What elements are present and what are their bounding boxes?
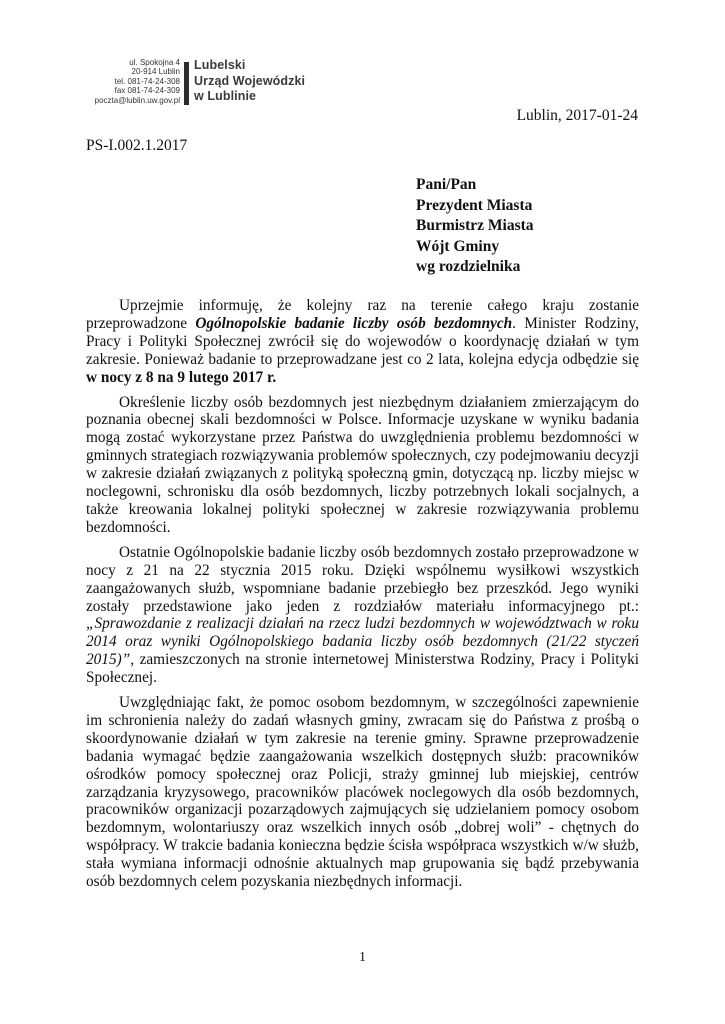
paragraph-2: Określenie liczby osób bezdomnych jest niezbędnym działaniem zmierzającym do poznania obecnej skali bezdomności w Polsce. Informacje uzyskane w wyniku badania mogą zostać wykorzystane przez Państwa do uwzględnienia problemu bezdomności w gminnych strategiach rozwiązywania problemów społecznych, czy podejmowaniu decyzji w zakresie działań związanych z polityką społeczną gmin, dotyczącą np. liczby miejsc w noclegowni, schronisku dla osób bezdomnych, liczby potrzebnych lokali socjalnych, a także kreowania lokalnej polityki społecznej w zakresie rozwiązywania problemu bezdomności. — [86, 393, 639, 536]
survey-date-emphasis: w nocy z 8 na 9 lutego 2017 r. — [86, 368, 277, 386]
reference-number: PS-I.002.1.2017 — [86, 137, 188, 154]
paragraph-1 — [86, 297, 639, 387]
address-street: ul. Spokojna 4 — [129, 58, 180, 67]
letterhead — [0, 58, 340, 118]
institution-name-line: Urząd Wojewódzki — [194, 73, 306, 88]
institution-name-line: Lubelski — [194, 58, 246, 72]
paragraph-text: zamieszczonych na stronie internetowej Ministerstwa Rodziny, Pracy i Polityki Społecznej. — [86, 651, 639, 687]
addressee-line: Wójt Gminy — [416, 237, 500, 255]
paragraph-4: Uwzględniając fakt, że pomoc osobom bezdomnym, w szczególności zapewnienie im schronienia należy do zadań własnych gminy, zwracam się do Państwa z prośbą o skoordynowanie działań w tym zakresie na terenie gminy. Sprawne przeprowadzenie badania wymagać będzie zaangażowania wszelkich dostępnych służb: pracowników ośrodków pomocy społecznej oraz Policji, straży gminnej lub miejskiej, centrów zarządzania kryzysowego, pracowników placówek noclegowych dla osób bezdomnych, pracowników organizacji pozarządowych zajmujących się udzielaniem pomocy osobom bezdomnym, wolontariuszy oraz wszelkich innych osób „dobrej woli” - chętnych do współpracy. W trakcie badania konieczna będzie ścisła współpraca wszystkich w/w służb, stała wymiana informacji odnośnie aktualnych map grupowania się bądź przebywania osób bezdomnych celem pozyskania niezbędnych informacji. — [86, 694, 639, 891]
address-email: poczta@lublin.uw.gov.pl — [94, 95, 180, 105]
addressee-line: Burmistrz Miasta — [416, 217, 534, 234]
addressee-line: Prezydent Miasta — [416, 196, 533, 214]
page-number: 1 — [359, 950, 366, 965]
institution-name — [194, 58, 305, 105]
paragraph-text: Uprzejmie informuję, że kolejny raz na terenie całego kraju zostanie przeprowadzone — [86, 297, 639, 332]
letterhead-address — [95, 58, 180, 105]
address-fax: fax 081-74-24-309 — [114, 86, 180, 96]
report-title-italic: „Sprawozdanie z realizacji działań na rzecz ludzi bezdomnych w województwach w roku 2014 oraz wyniki Ogólnopolskiego badania liczby osób bezdomnych (21/22 styczeń 2015)”, — [86, 615, 639, 669]
letterhead-divider-bar — [184, 62, 189, 105]
institution-name-line: w Lublinie — [194, 89, 257, 103]
paragraph-3 — [86, 544, 639, 687]
address-city: 20-914 Lublin — [131, 67, 180, 77]
addressee-line: Pani/Pan — [416, 176, 477, 193]
addressee-line: wg rozdzielnika — [416, 258, 521, 275]
addressee-block — [416, 175, 534, 278]
letter-date: Lublin, 2017-01-24 — [516, 107, 638, 124]
paragraph-text: Ostatnie Ogólnopolskie badanie liczby osób bezdomnych zostało przeprowadzone w nocy z 21 na 22 stycznia 2015 roku. Dzięki wspólnemu wysiłkowi wszystkich zaangażowanych służb, wspomniane badanie przebiegło bez przeszkód. Jego wyniki zostały przedstawione jako jeden z rozdziałów materiału informacyjnego pt.: — [86, 543, 639, 615]
letter-body — [86, 297, 639, 898]
paragraph-text: . Minister Rodziny, Pracy i Polityki Społecznej zwrócił się do wojewodów o koordynację działań w tym zakresie. Ponieważ badanie to przeprowadzane jest co 2 lata, kolejna edycja odbędzie się — [86, 314, 639, 368]
address-phone: tel. 081-74-24-308 — [114, 76, 180, 86]
survey-name-emphasis: Ogólnopolskie badanie liczby osób bezdomnych — [195, 314, 513, 332]
